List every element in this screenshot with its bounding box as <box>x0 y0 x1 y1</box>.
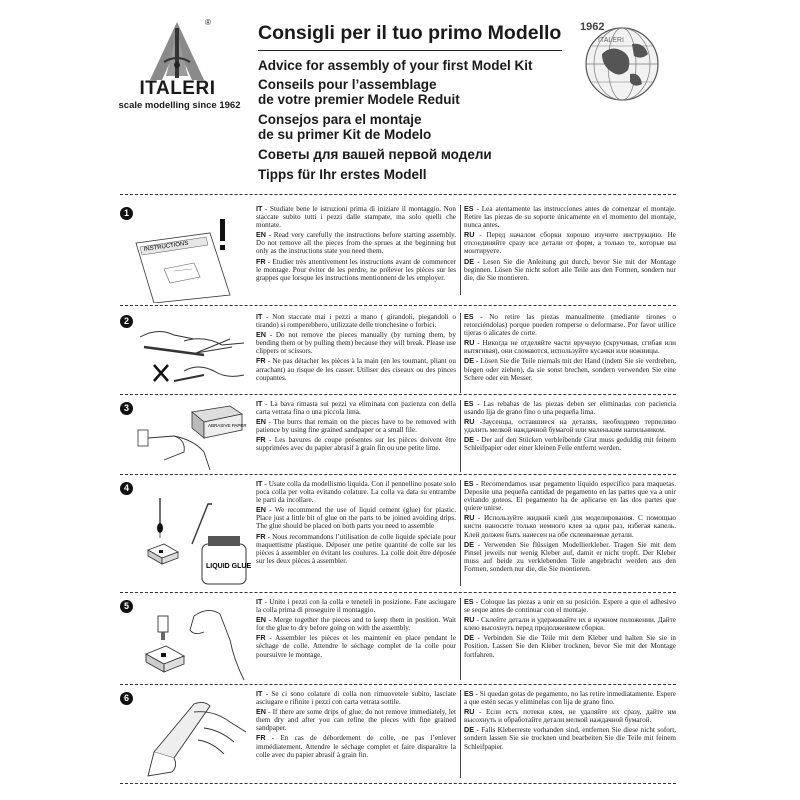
section-divider <box>120 592 676 593</box>
section-divider <box>120 684 676 685</box>
text-column-left <box>256 690 456 761</box>
svg-text:1962: 1962 <box>580 21 605 33</box>
instructions-label: INSTRUCTIONS <box>143 240 189 253</box>
it-text: IT - Usate colla da modellismo liquida. Con il pennellino posate solo poca colla per volta evitando colature. La colla va data su entrambe le parti da incollare. <box>256 479 456 505</box>
instructions-sheet-illustration <box>134 213 252 303</box>
title-divider <box>258 50 562 51</box>
it-text: IT - Se ci sono colature di colla non rimuovetele subito, lasciate asciugare e rifinite i pezzi con carta vetrata sottile. <box>256 689 456 707</box>
text-column-right <box>464 480 676 575</box>
section-divider <box>120 394 676 395</box>
section-divider <box>120 305 676 306</box>
sanding-illustration <box>134 400 252 472</box>
globe-emblem-icon <box>572 14 668 104</box>
fr-text: FR - Etudier très attentivement les instructions avant de commencer le montage. Pour éviter de les perdre, ne prélever les pièces sur les grappes que lorsque les instructions mentionnent de les employer. <box>256 256 456 282</box>
abrasive-paper-label: ABRASIVE PAPER <box>208 423 247 428</box>
es-text: ES - Recomendamos usar pegamento líquido específico para maquetas. Deposite una pequeña cantidad de pegamento en las partes que va a unir evitando goteos. El pegamento ha de aplicarse en las dos partes que quiere unirse. <box>464 479 676 513</box>
brand-tagline: scale modelling since 1962 <box>118 100 241 111</box>
section-divider <box>120 783 676 784</box>
de-text: DE - Verwenden Sie flüssigen Modellierkleber. Tragen Sie mit dem Pinsel jeweils nur wenig Kleber auf, damit er nicht tropft. Der Kleber muss auf beide zu verklebenden Teile angebracht werden aus den Formen, sondern nur die, die Sie montieren. <box>464 539 676 573</box>
step-number: 2 <box>120 315 133 328</box>
text-column-left <box>256 598 456 661</box>
step-2 <box>120 313 676 393</box>
step-number: 3 <box>120 402 133 415</box>
gluing-illustration <box>134 484 252 590</box>
registered-mark: ® <box>205 18 211 27</box>
title-es-line2: de su primer Kit de Modelo <box>258 127 432 142</box>
en-text: EN - Do not remove the pieces manually (by turning them, by bending them or by pulling them) because they will break. Please use clippers or scissors. <box>256 330 456 356</box>
de-text: DE - Falls Kleberreste vorhanden sind, entfernen Sie diese nicht sofort, sondern lassen Sie sie trocknen und bearbeiten Sie die Teile mit feinem Schleifpapier. <box>464 725 676 751</box>
es-text: ES - Si quedan gotas de pegamento, no las retire inmediatamente. Espere a que estén secas y elimínelas con lija de grano fino. <box>464 689 676 707</box>
es-text: ES - Las rebabas de las piezas deben ser eliminadas con paciencia usando lija de grano fino o una pequeña lima. <box>464 399 676 417</box>
cutting-sprue-illustration <box>134 317 252 393</box>
fr-text: FR - Les bavures de coupe présentes sur les pièces doivent être supprimées avec du papier abrasif à grain fin ou une petite lime. <box>256 435 456 453</box>
text-column-left <box>256 480 456 567</box>
title-de: Tipps für Ihr erstes Modell <box>258 167 427 182</box>
en-text: EN - Merge together the pieces and to keep them in position. Wait for the glue to dry before going on with the assembly. <box>256 615 456 633</box>
text-column-right <box>464 400 676 455</box>
joining-parts-illustration <box>134 600 252 682</box>
en-text: EN - The burrs that remain on the pieces have to be removed with patience by using fine grained sandpaper or a small file. <box>256 417 456 435</box>
fr-text: FR - En cas de débordement de colle, ne pas l’enlever immédiatement. Attendre le séchage complet et faire disparaître la colle avec du papier abrasif à grain fin. <box>256 733 456 759</box>
it-text: IT - Studiate bene le istruzioni prima di iniziare il montaggio. Non staccate subito tutti i pezzi dalle stampate, ma solo quelli che montate. <box>256 204 456 230</box>
liquid-glue-label: LIQUID GLUE <box>206 563 252 570</box>
step-5 <box>120 598 676 682</box>
text-column-left <box>256 313 456 384</box>
es-text: ES - No retire las piezas manualmente (mediante tirones o retorciéndolas) porque pueden romperse o deformarse. Por favor utilice tijeras o alicates de corte. <box>464 312 676 338</box>
en-text: EN - If there are some drips of glue, do not remove immediately, let them dry and after you can refine the pieces with fine grained sandpaper. <box>256 707 456 733</box>
text-column-right <box>464 205 676 284</box>
it-text: IT - La bava rimasta sui pezzi va eliminata con pazienza con della carta vetrata fina o una piccola lima. <box>256 399 456 417</box>
text-column-right <box>464 598 676 661</box>
step-4 <box>120 480 676 590</box>
step-6 <box>120 690 676 782</box>
ru-text: RU - Используйте жидкий клей для моделирования. С помощью кисти наносите только немного клея за один раз, избегая капель. Клей должен быть нанесен на обе склеиваемые детали. <box>464 513 676 539</box>
fr-text: FR - Ne pas détacher les pièces à la main (en les tournant, pliant ou arrachant) au risque de les casser. Utiliser des ciseaux ou des pinces coupantes. <box>256 356 456 382</box>
step-3 <box>120 400 676 472</box>
text-column-left <box>256 400 456 455</box>
text-column-left <box>256 205 456 284</box>
it-text: IT - Unite i pezzi con la colla e teneteli in posizione. Fate asciugare la colla prima di proseguire il montaggio. <box>256 597 456 615</box>
en-text: EN - Read very carefully the instructions before starting assembly. Do not remove all the pieces from the sprues at the beginning but only as the instructions state you need them. <box>256 230 456 256</box>
section-divider <box>120 474 676 475</box>
section-divider <box>120 194 676 195</box>
en-text: EN - We recommend the use of liquid cement (glue) for plastic. Place just a little bit of glue on the parts to be joined avoiding drips. The glue should be placed on both parts you need to assemble <box>256 505 456 531</box>
step-number: 4 <box>120 482 133 495</box>
brand-name: ITALERI <box>139 78 216 99</box>
it-text: IT - Non staccate mai i pezzi a mano ( girandoli, piegandoli o tirando) si romperebbero, utilizzate delle tronchesine o forbici. <box>256 312 456 330</box>
svg-text:ITALERI: ITALERI <box>598 37 624 44</box>
step-1 <box>120 205 676 300</box>
step-number: 1 <box>120 207 133 220</box>
ru-text: RU - Перед началом сборки хорошо изучите инструкцию. Не отсоединяйте сразу все детали от форм, а только те, которые вы монтируете. <box>464 230 676 256</box>
fr-text: FR - Assembler les pièces et les maintenir en place pendant le séchage de colle. Attendre le séchage complet de la colle pour poursuivre le montage. <box>256 633 456 659</box>
de-text: DE - Verbinden Sie die Teile mit dem Kleber und halten Sie sie in Position. Lassen Sie den Kleber trocknen, bevor Sie mit der Montage fortfahren. <box>464 633 676 659</box>
text-column-right <box>464 690 676 753</box>
es-text: ES - Lea atentamente las instrucciones antes de comenzar el montaje. Retire las piezas de su soporte únicamente en el momento del montaje, nunca antes. <box>464 204 676 230</box>
title-fr-line2: de votre premier Modele Reduit <box>258 92 460 107</box>
step-number: 6 <box>120 692 133 705</box>
de-text: DE - Der auf den Stücken verbleibende Grat muss geduldig mit feinem Schleifpapier oder einer kleinen Feile entfernt werden. <box>464 435 676 453</box>
es-text: ES - Coloque las piezas a unir en su posición. Espere a que el adhesivo se seque antes de continuar con el montaje. <box>464 597 676 615</box>
drying-illustration <box>134 692 252 780</box>
title-ru: Советы для вашей первой модели <box>258 147 492 162</box>
de-text: DE - Lösen Sie die Teile niemals mit der Hand (indem Sie sie verdrehen, biegen oder ziehen), da sie sonst brechen, sondern verwenden Sie eine Schere oder ein Messer. <box>464 356 676 382</box>
page-title: Consigli per il tuo primo Modello <box>258 22 562 44</box>
ru-text: RU - Никогда не отделяйте части вручную (скручивая, сгибая или вытягивая), они сломаются, используйте кусачки или ножницы. <box>464 338 676 356</box>
title-en: Advice for assembly of your first Model Kit <box>258 58 533 73</box>
de-text: DE - Lesen Sie die Anleitung gut durch, bevor Sie mit der Montage beginnen. Lösen Sie nicht sofort alle Teile aus den Formen, sondern nur die, die Sie montieren. <box>464 256 676 282</box>
title-fr-line1: Conseils pour l’assemblage <box>258 77 437 92</box>
step-number: 5 <box>120 600 133 613</box>
ru-text: RU - Склейте детали и удерживайте их в нужном положении. Дайте клею высохнуть перед продолжением сборки. <box>464 615 676 633</box>
title-es-line1: Consejos para el montaje <box>258 112 422 127</box>
ru-text: RU - Если есть потеки клея, не удаляйте их сразу, дайте им высохнуть и обработайте детали мелкой наждачной бумагой. <box>464 707 676 725</box>
fr-text: FR - Nous recommandons l’utilisation de colle liquide spéciale pour maquettisme plastique. Déposer une petite quantité de colle sur les pièces à assembler en évitant les coulures. La colle doit être déposée sur les deux pièces à assembler. <box>256 531 456 565</box>
text-column-right <box>464 313 676 384</box>
ru-text: RU -Заусенцы, оставшиеся на деталях, необходимо терпеливо удалить мелкой наждачной бумагой или маленьким напильником. <box>464 417 676 435</box>
